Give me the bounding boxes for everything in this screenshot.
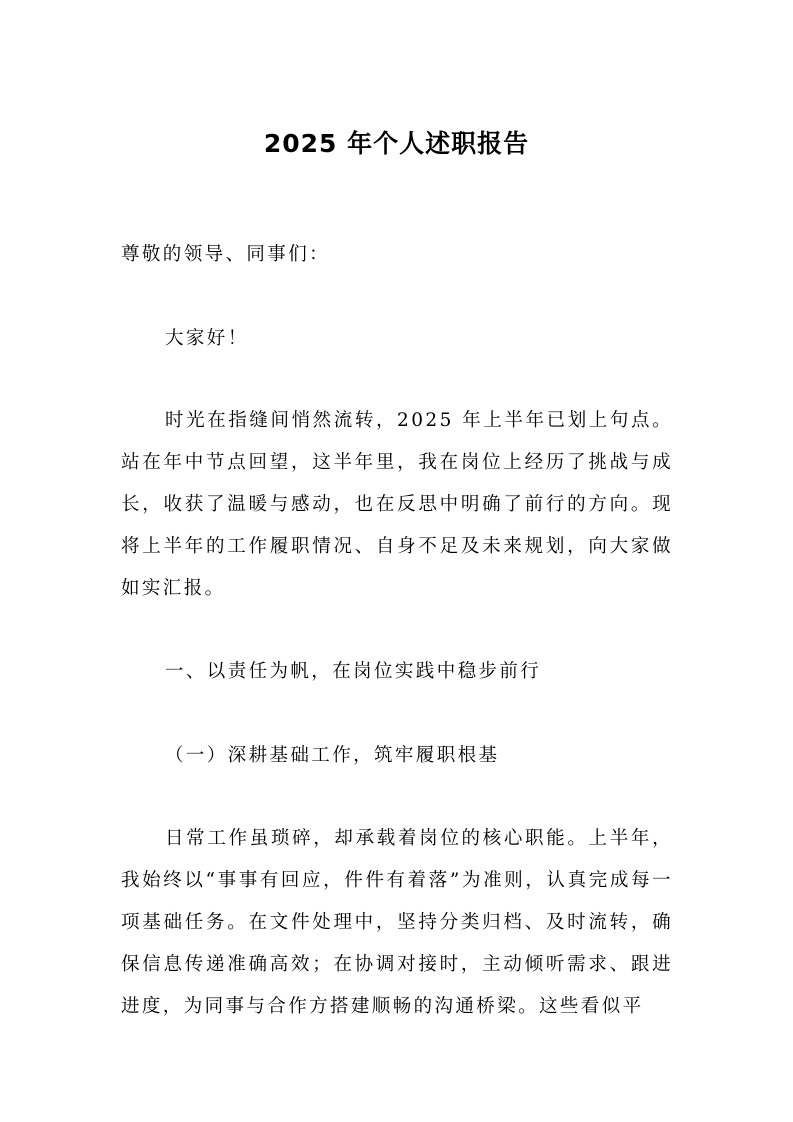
paragraph-basic-work: 日常工作虽琐碎，却承载着岗位的核心职能。上半年，我始终以“事事有回应，件件有着落”为准则，认真完成每一项基础任务。在文件处理中，坚持分类归档、及时流转，确保信息传递准确高效；在协调对接时，主动倾听需求、跟进进度，为同事与合作方搭建顺畅的沟通桥梁。这些看似平 [121, 828, 673, 1017]
document-title: 2025 年个人述职报告 [263, 129, 530, 158]
section-heading-1: 一、以责任为帆，在岗位实践中稳步前行 [165, 661, 542, 682]
salutation: 尊敬的领导、同事们： [121, 244, 331, 265]
paragraph-intro: 时光在指缝间悄然流转，2025 年上半年已划上句点。站在年中节点回望，这半年里，我在岗位上经历了挑战与成长，收获了温暖与感动，也在反思中明确了前行的方向。现将上半年的工作履职情况、自身不足及未来规划，向大家做如实汇报。 [121, 410, 673, 599]
greeting: 大家好！ [165, 328, 249, 349]
subsection-heading-1: （一）深耕基础工作，筑牢履职根基 [165, 745, 500, 766]
